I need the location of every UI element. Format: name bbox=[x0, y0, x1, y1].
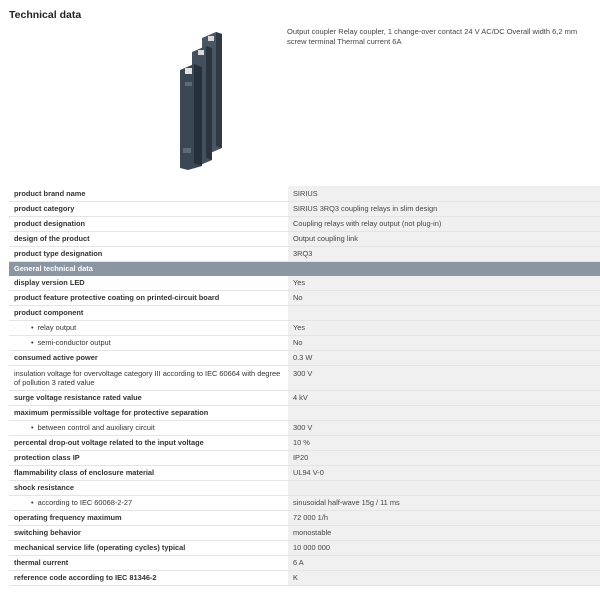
table-row bbox=[9, 555, 600, 570]
row-label: operating frequency maximum bbox=[9, 510, 288, 525]
row-value: 10 % bbox=[288, 435, 600, 450]
row-label: surge voltage resistance rated value bbox=[9, 390, 288, 405]
row-value: 4 kV bbox=[288, 390, 600, 405]
row-label: display version LED bbox=[9, 275, 288, 290]
row-label: consumed active power bbox=[9, 350, 288, 365]
row-label: thermal current bbox=[9, 555, 288, 570]
product-image bbox=[172, 30, 244, 170]
bullet-icon bbox=[31, 423, 38, 432]
table-row bbox=[9, 465, 600, 480]
table-row bbox=[9, 570, 600, 585]
row-value: No bbox=[288, 335, 600, 350]
row-label bbox=[9, 335, 288, 350]
bullet-icon bbox=[31, 498, 38, 507]
table-row bbox=[9, 420, 600, 435]
row-value: IP20 bbox=[288, 450, 600, 465]
row-value: No bbox=[288, 290, 600, 305]
row-label: protection class IP bbox=[9, 450, 288, 465]
row-value: Yes bbox=[288, 320, 600, 335]
row-label: product category bbox=[9, 201, 288, 216]
row-value: Output coupling link bbox=[288, 231, 600, 246]
table-row bbox=[9, 335, 600, 350]
row-label bbox=[9, 420, 288, 435]
table-row bbox=[9, 216, 600, 231]
table-row bbox=[9, 246, 600, 261]
row-label: maximum permissible voltage for protective separation bbox=[9, 405, 288, 420]
table-row bbox=[9, 186, 600, 201]
table-row bbox=[9, 350, 600, 365]
row-value: 300 V bbox=[288, 365, 600, 390]
row-value: monostable bbox=[288, 525, 600, 540]
row-value bbox=[288, 305, 600, 320]
row-label: shock resistance bbox=[9, 480, 288, 495]
table-row bbox=[9, 201, 600, 216]
row-label: mechanical service life (operating cycles) typical bbox=[9, 540, 288, 555]
row-label: percental drop-out voltage related to the input voltage bbox=[9, 435, 288, 450]
row-label-text: semi-conductor output bbox=[37, 338, 111, 347]
section-header bbox=[9, 261, 600, 275]
row-label: product designation bbox=[9, 216, 288, 231]
row-value bbox=[288, 480, 600, 495]
row-value: Yes bbox=[288, 275, 600, 290]
row-label bbox=[9, 320, 288, 335]
technical-data-table bbox=[9, 186, 600, 586]
row-label: product component bbox=[9, 305, 288, 320]
row-value: 3RQ3 bbox=[288, 246, 600, 261]
table-row bbox=[9, 525, 600, 540]
row-value: 6 A bbox=[288, 555, 600, 570]
row-value: 72 000 1/h bbox=[288, 510, 600, 525]
table-row bbox=[9, 510, 600, 525]
section-title: General technical data bbox=[9, 261, 600, 275]
row-label: product feature protective coating on printed-circuit board bbox=[9, 290, 288, 305]
row-label: reference code according to IEC 81346-2 bbox=[9, 570, 288, 585]
row-label: product type designation bbox=[9, 246, 288, 261]
row-value bbox=[288, 405, 600, 420]
row-value: 10 000 000 bbox=[288, 540, 600, 555]
bullet-icon bbox=[31, 323, 38, 332]
table-row bbox=[9, 275, 600, 290]
table-row bbox=[9, 305, 600, 320]
table-row bbox=[9, 435, 600, 450]
table-row bbox=[9, 365, 600, 390]
table-row bbox=[9, 540, 600, 555]
row-label: design of the product bbox=[9, 231, 288, 246]
table-row bbox=[9, 290, 600, 305]
row-value: 300 V bbox=[288, 420, 600, 435]
page-title: Technical data bbox=[9, 9, 82, 21]
table-row bbox=[9, 390, 600, 405]
row-label: flammability class of enclosure material bbox=[9, 465, 288, 480]
table-row bbox=[9, 480, 600, 495]
bullet-icon bbox=[31, 338, 38, 347]
row-value: SIRIUS bbox=[288, 186, 600, 201]
row-value: 0.3 W bbox=[288, 350, 600, 365]
row-value: UL94 V-0 bbox=[288, 465, 600, 480]
product-description: Output coupler Relay coupler, 1 change-over contact 24 V AC/DC Overall width 6,2 mm screw terminal Thermal current 6A bbox=[287, 27, 578, 46]
row-value: sinusoidal half-wave 15g / 11 ms bbox=[288, 495, 600, 510]
row-value: K bbox=[288, 570, 600, 585]
row-label bbox=[9, 495, 288, 510]
row-label: switching behavior bbox=[9, 525, 288, 540]
row-label-text: relay output bbox=[37, 323, 77, 332]
row-label-text: according to IEC 60068-2-27 bbox=[37, 498, 133, 507]
table-row bbox=[9, 405, 600, 420]
table-row bbox=[9, 231, 600, 246]
table-row bbox=[9, 495, 600, 510]
row-label-text: between control and auxiliary circuit bbox=[37, 423, 155, 432]
table-row bbox=[9, 320, 600, 335]
row-label: insulation voltage for overvoltage category III according to IEC 60664 with degree of pollution 3 rated value bbox=[9, 365, 288, 390]
row-value: SIRIUS 3RQ3 coupling relays in slim design bbox=[288, 201, 600, 216]
row-label: product brand name bbox=[9, 186, 288, 201]
row-value: Coupling relays with relay output (not plug-in) bbox=[288, 216, 600, 231]
table-row bbox=[9, 450, 600, 465]
